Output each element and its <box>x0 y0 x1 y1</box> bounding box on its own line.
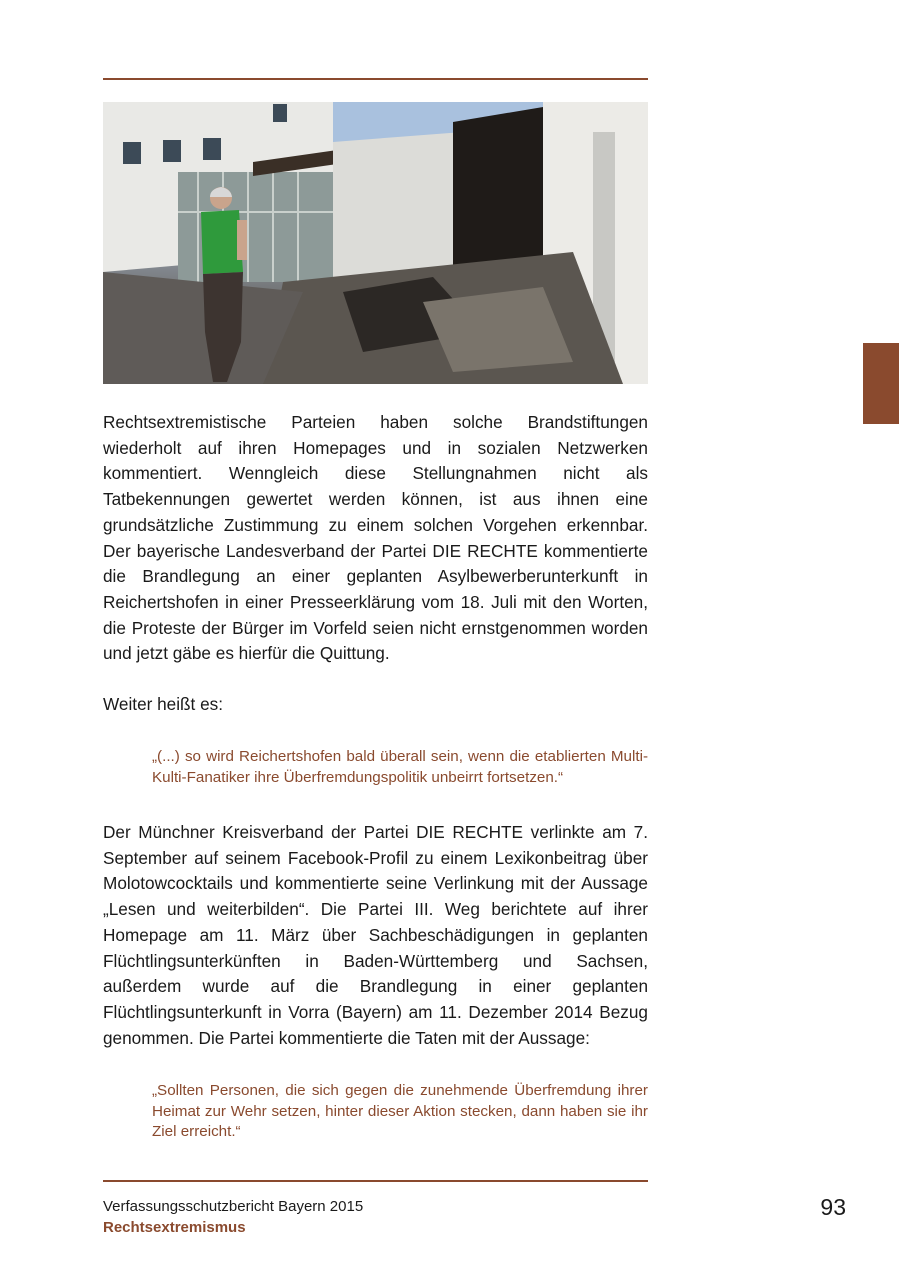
page-number: 93 <box>820 1194 846 1220</box>
chapter-tab-marker <box>863 343 899 424</box>
body-paragraph-2 <box>103 692 648 718</box>
body-paragraph-3 <box>103 820 648 1051</box>
photo-burned-building <box>103 102 648 384</box>
page-footer <box>103 1196 363 1238</box>
top-divider <box>103 78 648 80</box>
report-title: Verfassungsschutzbericht Bayern 2015 <box>103 1198 364 1215</box>
paragraph-text: Weiter heißt es: <box>103 694 224 714</box>
paragraph-text: Rechtsextremistische Parteien haben solche Brandstiftungen wiederholt auf ihren Homepages und in sozialen Netzwerken kommentiert. Wenngleich diese Stellungnahmen nicht als Tatbekennungen gewertet werden können, ist aus ihnen eine grundsätzliche Zustimmung zu einem solchen Vorgehen erkennbar. Der bayerische Landesverband der Partei DIE RECHTE kommentierte die Brandlegung an einer geplanten Asylbewerberunterkunft in Reichertshofen in einer Presseerklärung vom 18. Juli mit den Worten, die Proteste der Bürger im Vorfeld seien nicht ernstgenommen worden und jetzt gäbe es hierfür die Quittung. <box>103 412 648 664</box>
section-title: Rechtsextremismus <box>103 1219 246 1236</box>
block-quote-2: „Sollten Personen, die sich gegen die zunehmende Überfremdung ihrer Heimat zur Wehr setzen, hinter dieser Aktion stecken, dann haben sie ihr Ziel erreicht.“ <box>152 1082 648 1140</box>
body-paragraph-1 <box>103 410 648 667</box>
block-quote-1: „(...) so wird Reichertshofen bald überall sein, wenn die etablierten Multi-Kulti-Fanatiker ihre Überfremdungspolitik unbeirrt fortsetzen.“ <box>152 748 648 786</box>
paragraph-text: Der Münchner Kreisverband der Partei DIE RECHTE verlinkte am 7. September auf seinem Facebook-Profil zu einem Lexikonbeitrag über Molotowcocktails und kommentierte seine Verlinkung mit der Aussage „Lesen und weiterbilden“. Die Partei III. Weg berichtete auf ihrer Homepage am 11. März über Sachbeschädigungen in geplanten Flüchtlingsunterkünften in Baden-Württemberg und Sachsen, außerdem wurde auf die Brandlegung in einer geplanten Flüchtlingsunterkunft in Vorra (Bayern) am 11. Dezember 2014 Bezug genommen. Die Partei kommentierte die Taten mit der Aussage: <box>103 822 648 1048</box>
photo-illustration <box>103 102 648 384</box>
bottom-divider <box>103 1180 648 1182</box>
